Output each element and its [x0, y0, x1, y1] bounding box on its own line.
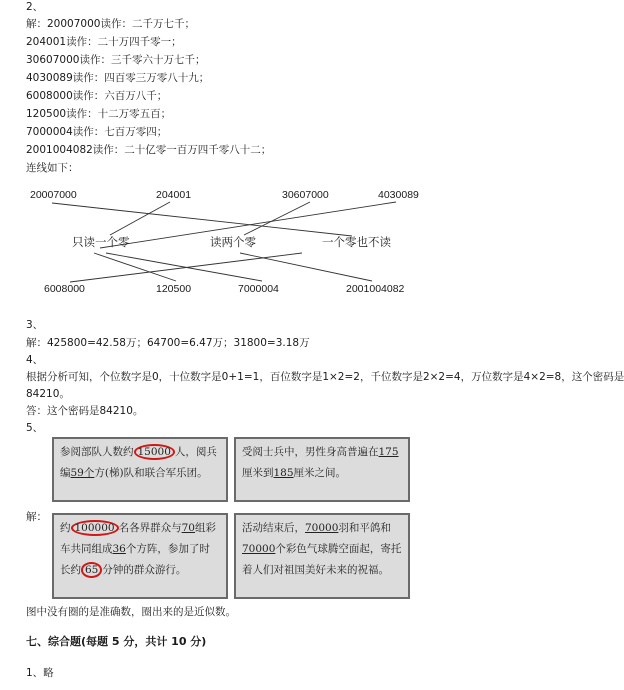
question-4-answer: 答：这个密码是84210。 — [26, 405, 144, 417]
bottom-number-4: 2001004082 — [346, 283, 405, 295]
passage-box-2: 受阅士兵中，男性身高普遍在175厘米到185厘米之间。 — [234, 437, 410, 502]
bottom-number-1: 6008000 — [44, 283, 85, 295]
passage-box-4: 活动结束后，70000羽和平鸽和70000个彩色气球腾空面起，寄托着人们对祖国美好未来的祝福。 — [234, 513, 410, 599]
answer-line-8: 2001004082读作：二十亿零一百万四千零八十二； — [26, 144, 272, 156]
bottom-number-3: 7000004 — [238, 283, 279, 295]
question-5-note: 图中没有圈的是准确数，圈出来的是近似数。 — [26, 606, 236, 618]
circled-approximate-number: 15000 — [134, 444, 175, 460]
link-line — [52, 203, 352, 236]
answer-line-2: 204001读作：二十万四千零一； — [26, 36, 182, 48]
answer-line-1: 解：20007000读作：二千万七千； — [26, 18, 195, 30]
question-3-number: 3、 — [26, 319, 44, 331]
section-item-1: 1、略 — [26, 667, 54, 679]
question-4-number: 4、 — [26, 354, 44, 366]
answer-line-4: 4030089读作：四百零三万零八十九； — [26, 72, 210, 84]
question-2-number: 2、 — [26, 1, 44, 13]
link-line — [240, 253, 372, 281]
bottom-number-2: 120500 — [156, 283, 192, 295]
answer-line-5: 6008000读作：六百万八千； — [26, 90, 168, 102]
solution-label: 解： — [26, 511, 47, 523]
circled-approximate-number: 65 — [81, 562, 102, 578]
answer-line-6: 120500读作：十二万零五百； — [26, 108, 172, 120]
question-4-line-2: 84210。 — [26, 388, 70, 400]
answer-line-3: 30607000读作：三千零六十万七千； — [26, 54, 206, 66]
top-number-3: 30607000 — [282, 189, 329, 201]
link-line — [110, 202, 170, 235]
section-title: 七、综合题(每题 5 分，共计 10 分) — [26, 635, 207, 648]
question-5-number: 5、 — [26, 422, 44, 434]
question-3-answer: 解：425800=42.58万；64700=6.47万；31800=3.18万 — [26, 337, 310, 349]
link-line — [94, 253, 176, 281]
question-4-line-1: 根据分析可知，个位数字是0，十位数字是0+1=1，百位数字是1×2=2，千位数字是2×2=4，万位数字是4×2=8，这个密码是 — [26, 371, 624, 383]
top-number-4: 4030089 — [378, 189, 419, 201]
category-only-one-zero: 只读一个零 — [72, 235, 130, 249]
category-two-zeros: 读两个零 — [210, 235, 256, 249]
passage-box-3: 约 100000 名各界群众与70组彩车共同组成36个方阵，参加了时长约 65 分钟的群众游行。 — [52, 513, 228, 599]
top-number-2: 204001 — [156, 189, 192, 201]
top-number-1: 20007000 — [30, 189, 77, 201]
circled-approximate-number: 100000 — [71, 520, 119, 536]
category-no-zero: 一个零也不读 — [322, 235, 391, 249]
answer-line-9: 连线如下： — [26, 162, 79, 174]
link-line — [106, 253, 262, 281]
answer-line-7: 7000004读作：七百万零四； — [26, 126, 168, 138]
matching-diagram — [0, 178, 533, 298]
passage-box-1: 参阅部队人数约 15000 人，阅兵编59个方(梯)队和联合军乐团。 — [52, 437, 228, 502]
